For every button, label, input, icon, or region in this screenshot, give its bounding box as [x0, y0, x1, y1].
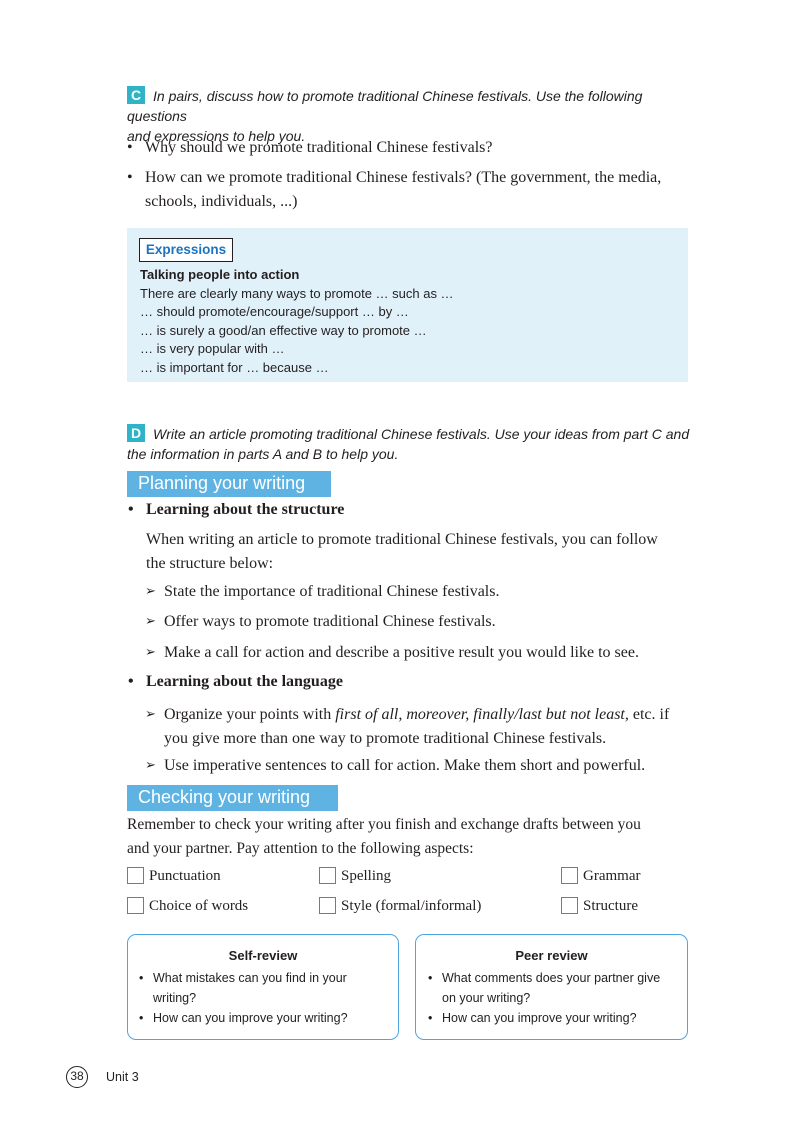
section-d-instruction: D Write an article promoting traditional Chinese festivals. Use your ideas from part C and the information in parts A and B to help you.: [127, 425, 690, 462]
structure-step: ➢ Make a call for action and describe a positive result you would like to see.: [164, 641, 704, 665]
spelling-label: Spelling: [341, 868, 392, 884]
spelling-checkbox[interactable]: [319, 867, 336, 884]
structure-step: ➢ State the importance of traditional Chinese festivals.: [164, 580, 704, 604]
peer-review-item: • How can you improve your writing?: [428, 1011, 637, 1025]
structure-intro: When writing an article to promote traditional Chinese festivals, you can follow the structure below:: [146, 531, 658, 572]
question-item: • Why should we promote traditional Chinese festivals?: [127, 139, 493, 156]
choice-of-words-label: Choice of words: [149, 898, 249, 914]
self-review-title: Self-review: [228, 948, 298, 963]
planning-band: Planning your writing: [127, 471, 331, 497]
expression-line: There are clearly many ways to promote … such as …: [140, 285, 454, 301]
expression-line: … is very popular with …: [140, 341, 285, 356]
structure-label: Structure: [583, 898, 638, 914]
peer-review-box: [415, 934, 688, 1040]
section-c-letter: C: [127, 86, 145, 104]
self-review-box: [127, 934, 399, 1040]
language-tip: ➢ Organize your points with first of all, moreover, finally/last but not least, etc. if you give more than one way to promote traditional Chinese festivals.: [164, 703, 704, 751]
structure-checkbox[interactable]: [561, 897, 578, 914]
structure-step: ➢ Offer ways to promote traditional Chinese festivals.: [164, 610, 704, 634]
self-review-item: • What mistakes can you find in your writing?: [139, 971, 347, 1005]
question-item: • How can we promote traditional Chinese festivals? (The government, the media, schools, individuals, ...): [127, 169, 662, 210]
unit-label: Unit 3: [106, 1070, 139, 1084]
arrow-icon: ➢: [145, 584, 156, 599]
language-tip: ➢ Use imperative sentences to call for action. Make them short and powerful.: [164, 754, 704, 778]
arrow-icon: ➢: [145, 645, 156, 660]
expressions-heading: Talking people into action: [140, 267, 300, 282]
checking-band: Checking your writing: [127, 785, 338, 811]
choice-of-words-checkbox[interactable]: [127, 897, 144, 914]
arrow-icon: ➢: [145, 707, 156, 722]
expression-line: … is important for … because …: [140, 359, 329, 375]
peer-review-title: Peer review: [515, 948, 588, 963]
arrow-icon: ➢: [145, 758, 156, 773]
section-c-instruction: C In pairs, discuss how to promote traditional Chinese festivals. Use the following questions and expressions to help you.: [127, 87, 643, 144]
style-label: Style (formal/informal): [341, 898, 482, 914]
language-heading: • Learning about the language: [128, 673, 343, 690]
style-checkbox[interactable]: [319, 897, 336, 914]
punctuation-checkbox[interactable]: [127, 867, 144, 884]
punctuation-label: Punctuation: [149, 868, 221, 884]
peer-review-item: • What comments does your partner give on your writing?: [428, 971, 661, 1005]
expression-line: … is surely a good/an effective way to promote …: [140, 322, 427, 338]
self-review-item: • How can you improve your writing?: [139, 1011, 348, 1025]
section-d-letter: D: [127, 424, 145, 442]
checking-intro: Remember to check your writing after you finish and exchange drafts between you and your partner. Pay attention to the following aspects:: [127, 816, 641, 857]
page-number: 38: [66, 1066, 88, 1088]
grammar-label: Grammar: [583, 868, 641, 884]
structure-heading: • Learning about the structure: [128, 501, 345, 518]
grammar-checkbox[interactable]: [561, 867, 578, 884]
expressions-content: [140, 266, 680, 377]
expression-line: … should promote/encourage/support … by …: [140, 304, 409, 319]
expressions-tag: Expressions: [139, 238, 233, 262]
arrow-icon: ➢: [145, 614, 156, 629]
